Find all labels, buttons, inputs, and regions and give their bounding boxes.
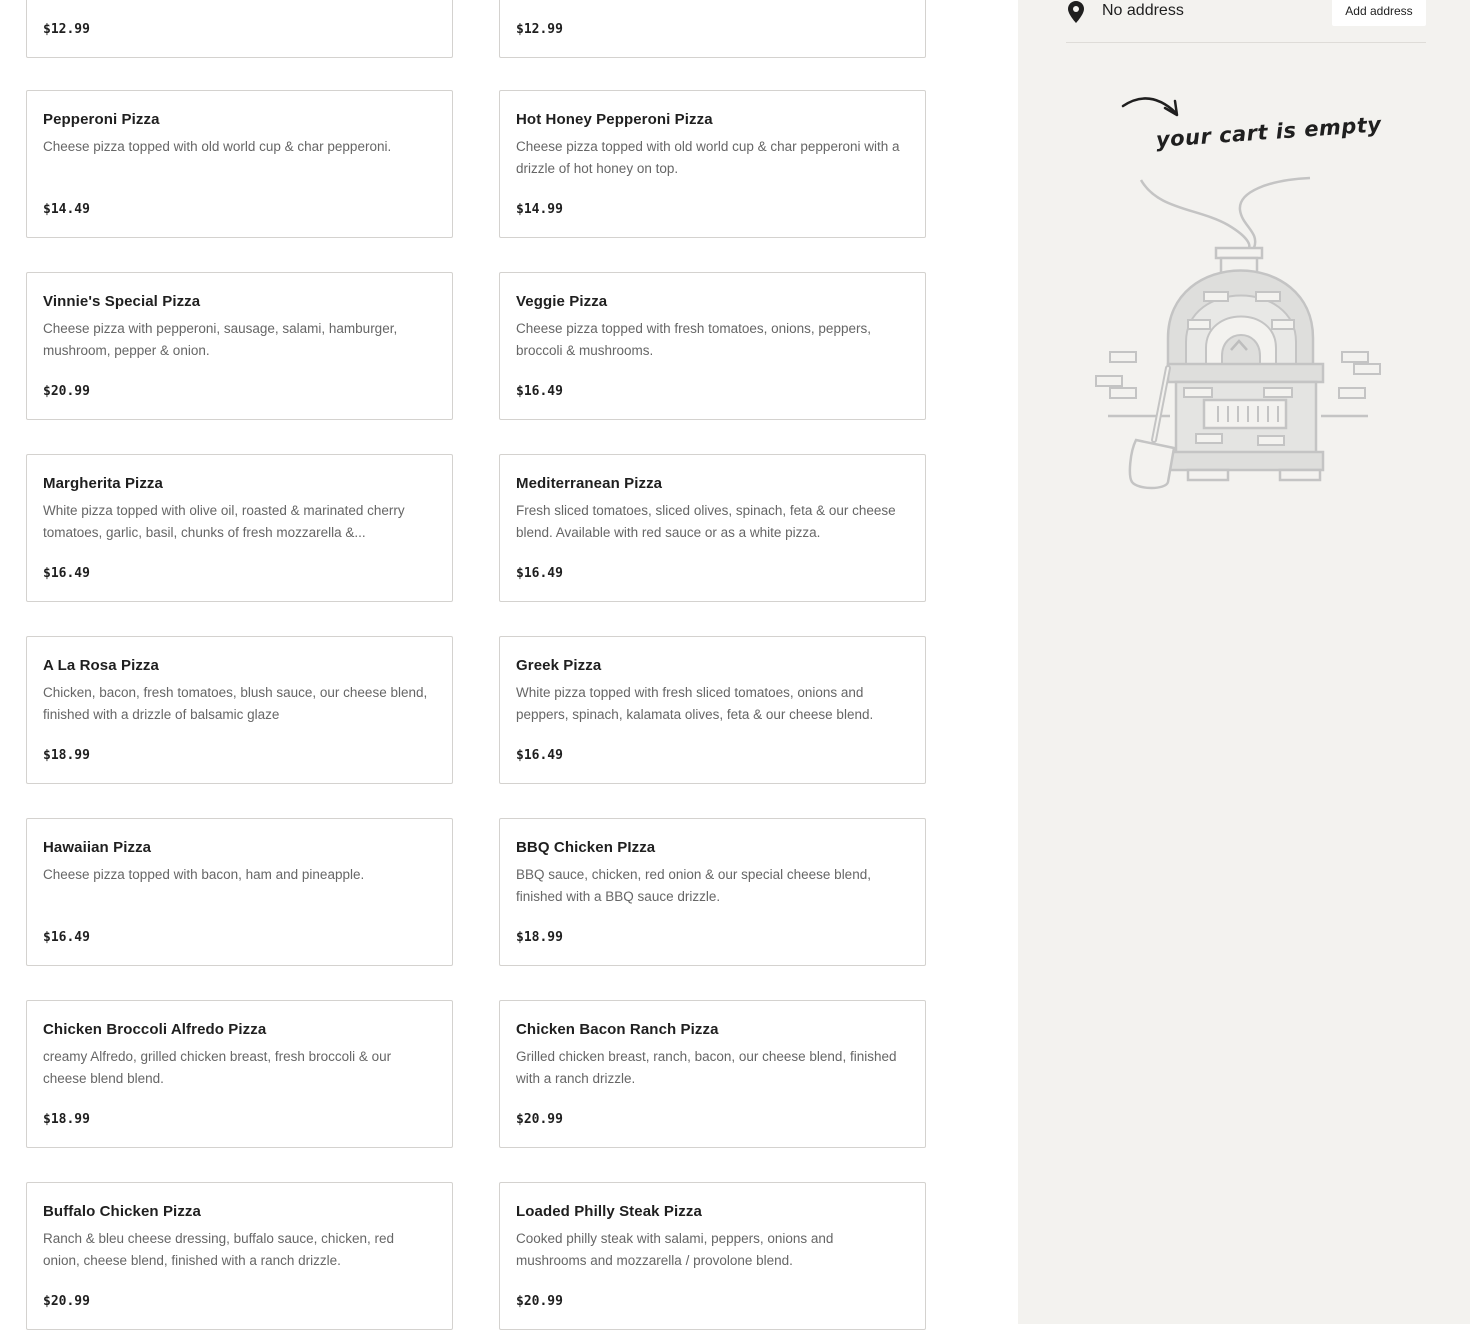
menu-item-description: Cooked philly steak with salami, peppers, onions and mushrooms and mozzarella / provolone blend.: [516, 1231, 834, 1268]
menu-item-card[interactable]: [26, 0, 453, 58]
menu-item-name: Vinnie's Special Pizza: [43, 293, 201, 310]
map-pin-icon: [1068, 1, 1084, 23]
menu-item-card[interactable]: [26, 90, 453, 238]
menu-item-card[interactable]: [499, 636, 926, 784]
menu-item-name: Mediterranean Pizza: [516, 475, 663, 492]
menu-item-card[interactable]: [499, 1182, 926, 1330]
menu-item-description: White pizza topped with olive oil, roasted & marinated cherry tomatoes, garlic, basil, chunks of fresh mozzarella &...: [43, 503, 405, 540]
menu-item-card[interactable]: [499, 454, 926, 602]
menu-item-price: $14.49: [43, 202, 90, 217]
menu-item-description: Cheese pizza topped with bacon, ham and pineapple.: [43, 867, 365, 882]
menu-item-name: A La Rosa Pizza: [43, 657, 159, 674]
menu-item-name: Margherita Pizza: [43, 475, 163, 492]
menu-item-card[interactable]: [26, 636, 453, 784]
menu-item-price: $16.49: [43, 930, 90, 945]
menu-item-price: $18.99: [43, 748, 90, 763]
menu-item-card[interactable]: [499, 90, 926, 238]
menu-item-price: $20.99: [43, 384, 90, 399]
menu-item-name: BBQ Chicken PIzza: [516, 839, 656, 856]
menu-item-name: Chicken Broccoli Alfredo Pizza: [43, 1021, 267, 1038]
empty-cart-message: your cart is empty: [1155, 112, 1383, 152]
menu-item-description: Cheese pizza with pepperoni, sausage, salami, hamburger, mushroom, pepper & onion.: [43, 321, 398, 358]
address-label: No address: [1102, 2, 1184, 19]
menu-item-card[interactable]: [26, 272, 453, 420]
menu-item-description: Fresh sliced tomatoes, sliced olives, spinach, feta & our cheese blend. Available with red sauce or as a white pizza.: [516, 503, 896, 540]
menu-item-price: $18.99: [516, 930, 563, 945]
menu-item-name: Pepperoni Pizza: [43, 111, 160, 128]
menu-item-description: Ranch & bleu cheese dressing, buffalo sauce, chicken, red onion, cheese blend, finished with a ranch drizzle.: [43, 1231, 394, 1268]
menu-item-price: $12.99: [516, 22, 563, 37]
menu-item-name: Loaded Philly Steak Pizza: [516, 1203, 702, 1220]
menu-item-price: $16.49: [43, 566, 90, 581]
menu-item-price: $20.99: [516, 1294, 563, 1309]
menu-item-name: Veggie Pizza: [516, 293, 608, 310]
menu-item-price: $18.99: [43, 1112, 90, 1127]
menu-item-card[interactable]: [499, 0, 926, 58]
menu-item-card[interactable]: [26, 454, 453, 602]
menu-item-price: $16.49: [516, 384, 563, 399]
menu-item-description: Chicken, bacon, fresh tomatoes, blush sauce, our cheese blend, finished with a drizzle of balsamic glaze: [43, 685, 428, 722]
menu-item-name: Greek Pizza: [516, 657, 602, 674]
menu-item-name: Hawaiian Pizza: [43, 839, 152, 856]
menu-item-card[interactable]: [26, 818, 453, 966]
menu-item-price: $14.99: [516, 202, 563, 217]
menu-item-description: Cheese pizza topped with old world cup & char pepperoni with a drizzle of hot honey on top.: [516, 139, 900, 176]
menu-item-description: BBQ sauce, chicken, red onion & our special cheese blend, finished with a BBQ sauce drizzle.: [516, 867, 871, 904]
menu-item-description: Cheese pizza topped with fresh tomatoes, onions, peppers, broccoli & mushrooms.: [516, 321, 871, 358]
add-address-button[interactable]: Add address: [1332, 0, 1426, 26]
menu-item-price: $12.99: [43, 22, 90, 37]
menu-item-card[interactable]: [26, 1182, 453, 1330]
menu-item-description: Grilled chicken breast, ranch, bacon, our cheese blend, finished with a ranch drizzle.: [516, 1049, 897, 1086]
menu-item-name: Hot Honey Pepperoni Pizza: [516, 111, 713, 128]
menu-item-description: Cheese pizza topped with old world cup & char pepperoni.: [43, 139, 392, 154]
menu-item-name: Chicken Bacon Ranch Pizza: [516, 1021, 719, 1038]
menu-item-card[interactable]: [499, 1000, 926, 1148]
menu-item-card[interactable]: [499, 818, 926, 966]
menu-item-price: $16.49: [516, 566, 563, 581]
menu-item-price: $16.49: [516, 748, 563, 763]
cart-sidebar: [1018, 0, 1470, 1324]
menu-item-card[interactable]: [26, 1000, 453, 1148]
delivery-address-row: [1066, 0, 1426, 43]
menu-item-price: $20.99: [516, 1112, 563, 1127]
menu-item-description: White pizza topped with fresh sliced tomatoes, onions and peppers, spinach, kalamata olives, feta & our cheese blend.: [516, 685, 874, 722]
menu-item-name: Buffalo Chicken Pizza: [43, 1203, 201, 1220]
menu-item-price: $20.99: [43, 1294, 90, 1309]
menu-item-card[interactable]: [499, 272, 926, 420]
menu-item-description: creamy Alfredo, grilled chicken breast, fresh broccoli & our cheese blend blend.: [43, 1049, 392, 1086]
